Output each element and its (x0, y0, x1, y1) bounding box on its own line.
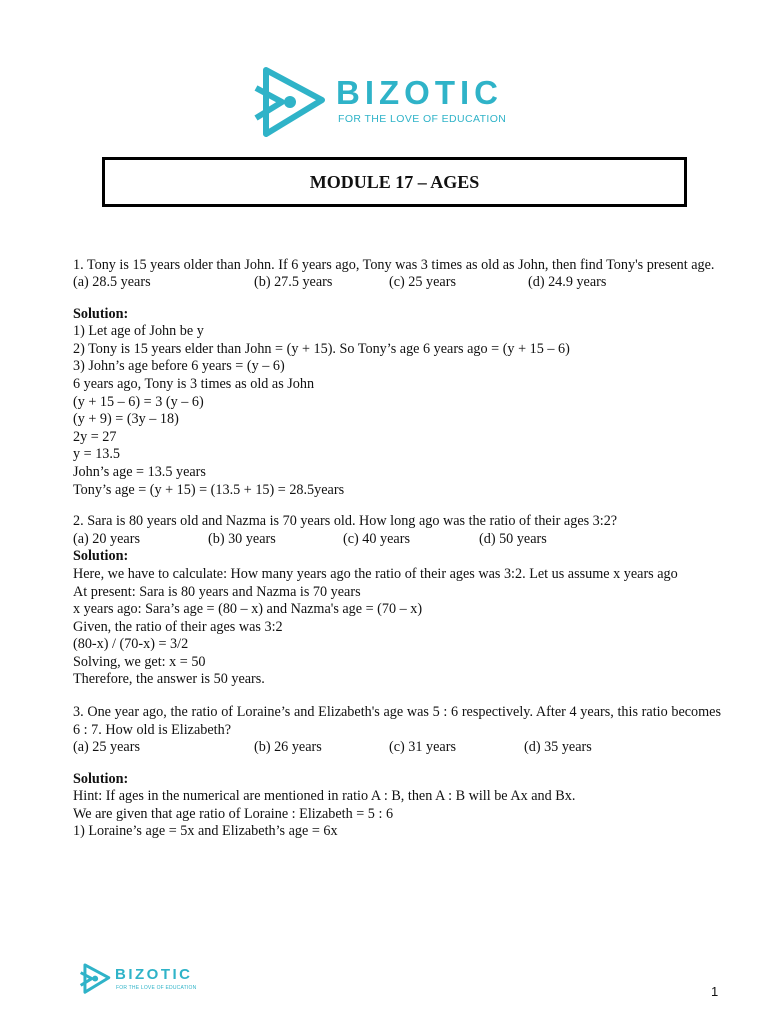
page-title: MODULE 17 – AGES (309, 171, 480, 192)
q3-option-b: (b) 26 years (254, 739, 322, 756)
q2-solution-label: Solution: (73, 548, 129, 565)
question-2-text: 2. Sara is 80 years old and Nazma is 70 years old. How long ago was the ratio of their ages 3:2? (73, 513, 618, 530)
q3-solution-line: 1) Loraine’s age = 5x and Elizabeth’s age = 6x (73, 823, 338, 840)
q1-solution-line: 6 years ago, Tony is 3 times as old as John (73, 375, 315, 392)
footer-brand-tagline: FOR THE LOVE OF EDUCATION (116, 985, 197, 991)
q2-solution-line: Therefore, the answer is 50 years. (73, 671, 265, 688)
footer-logo (79, 962, 209, 998)
q2-solution-line: x years ago: Sara’s age = (80 – x) and Nazma's age = (70 – x) (73, 601, 423, 618)
q3-solution-line: We are given that age ratio of Loraine : Elizabeth = 5 : 6 (73, 805, 394, 822)
question-2-options (73, 531, 721, 549)
q2-solution-line: (80-x) / (70-x) = 3/2 (73, 636, 189, 653)
page-number: 1 (711, 984, 719, 999)
q2-option-d: (d) 50 years (479, 530, 547, 547)
footer-brand-name: BIZOTIC (115, 966, 193, 983)
q1-option-a: (a) 28.5 years (73, 274, 151, 290)
q1-solution-line: Tony’s age = (y + 15) = (13.5 + 15) = 28.5years (73, 481, 345, 498)
q3-option-c: (c) 31 years (389, 739, 456, 756)
q1-option-d: (d) 24.9 years (528, 274, 607, 290)
q1-option-b: (b) 27.5 years (254, 274, 333, 290)
question-3-text: 3. One year ago, the ratio of Loraine’s and Elizabeth's age was 5 : 6 respectively. After 4 years, this ratio becomes 6 : 7. How old is Elizabeth? (73, 704, 721, 739)
question-3-options (73, 739, 721, 757)
q3-option-d: (d) 35 years (524, 739, 592, 756)
title-box (102, 157, 687, 207)
question-1-options (73, 274, 721, 292)
q1-solution-line: 3) John’s age before 6 years = (y – 6) (73, 358, 285, 375)
q1-solution-line: John’s age = 13.5 years (73, 463, 206, 480)
q3-option-a: (a) 25 years (73, 739, 140, 756)
q1-solution-label: Solution: (73, 305, 129, 322)
q3-solution-line: Hint: If ages in the numerical are mentioned in ratio A : B, then A : B will be Ax and Bx. (73, 788, 576, 805)
brand-name: BIZOTIC (336, 74, 503, 111)
bizotic-logo (252, 64, 522, 142)
q1-solution-line: 1) Let age of John be y (73, 323, 204, 340)
q1-solution-line: (y + 9) = (3y – 18) (73, 411, 179, 428)
q2-option-a: (a) 20 years (73, 530, 140, 547)
q2-solution-line: At present: Sara is 80 years and Nazma is 70 years (73, 583, 361, 600)
q1-solution-line: (y + 15 – 6) = 3 (y – 6) (73, 393, 204, 410)
q2-option-b: (b) 30 years (208, 530, 276, 547)
q2-solution-line: Here, we have to calculate: How many years ago the ratio of their ages was 3:2. Let us assume x years ago (73, 565, 678, 582)
q1-solution-line: 2y = 27 (73, 428, 117, 445)
q2-solution-line: Given, the ratio of their ages was 3:2 (73, 618, 283, 635)
document-body (73, 256, 721, 841)
q2-option-c: (c) 40 years (343, 530, 410, 547)
question-1-text: 1. Tony is 15 years older than John. If 6 years ago, Tony was 3 times as old as John, then find Tony's present age. (73, 257, 715, 273)
q2-solution-line: Solving, we get: x = 50 (73, 653, 206, 670)
q1-solution-line: 2) Tony is 15 years elder than John = (y + 15). So Tony’s age 6 years ago = (y + 15 – 6) (73, 340, 570, 357)
q1-option-c: (c) 25 years (389, 274, 456, 290)
q1-solution-line: y = 13.5 (73, 446, 121, 463)
brand-tagline: FOR THE LOVE OF EDUCATION (338, 113, 507, 125)
footer-logo-icon (79, 962, 113, 996)
q3-solution-label: Solution: (73, 770, 129, 787)
bizotic-logo-icon (252, 64, 332, 142)
